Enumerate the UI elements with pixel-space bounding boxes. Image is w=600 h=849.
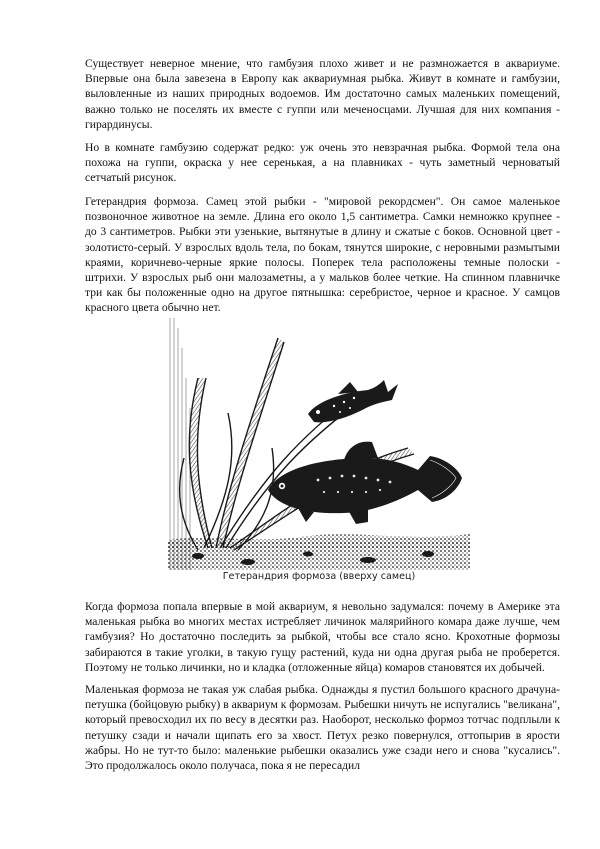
paragraph-gambusia-intro: Существует неверное мнение, что гамбузия плохо живет и не размножается в аквариуме. Впервые она была завезена в Европу как аквариумная рыбка. Живут в комнате и гамбузии, выловленные из наших природных водоемов. Им достаточно самых маленьких помещений, важно только не поселять их вместе с гуппи или меченосцами. Лучшая для них компания - гирардинусы. — [85, 57, 560, 131]
paragraph-gambusia-appearance: Но в комнате гамбузию содержат редко: уж очень это невзрачная рыбка. Формой тела она похожа на гуппи, окраска у нее сеpенькая, а на плавниках - чуть заметный черноватый сетчатый рисунок. — [85, 141, 560, 185]
male-fish — [308, 380, 398, 422]
figure-caption: Гетерандрия формоза (вверху самец) — [222, 571, 416, 582]
paragraph-heterandria-description: Гетерандрия формоза. Самец этой рыбки - "мировой рекордсмен". Он самое маленькое позвоночное животное на земле. Длина его около 1,5 сантиметра. Самки немножко крупнее - до 3 сантиметров. Рыбки эти узенькие, вытянутые в длину и сжатые с боков. Основной цвет - золотисто-серый. У взрослых вдоль тела, по бокам, тянутся широкие, с неровными размытыми краями, коричнево-черные яркие полосы. Поперек тела расположены темные полоски - штрихи. У взрослых рыб они малозаметны, а у мальков более четкие. На спинном плавничке три как бы положенные одно на другое пятнышка: серебристое, черное и красное. У самцов красного цвета обычно нет. — [85, 195, 560, 315]
paragraph-formosa-in-aquarium: Когда формоза попала впервые в мой аквариум, я невольно задумался: почему в Америке эта маленькая рыбка во многих местах истребляет личинок малярийного комара даже лучше, чем гамбузия? Но достаточно последить за рыбкой, чтобы все стало ясно. Крохотные формозы забираются в такие уголки, в такую гущу растений, куда ни одна другая рыба не проберется. Поэтому не только личинки, но и кладка (отложенные яйца) комаров становятся их добычей. — [85, 600, 560, 674]
paragraph-formosa-vs-betta: Маленькая формоза не такая уж слабая рыбка. Однажды я пустил большого красного драчуна-петушка (бойцовую рыбку) в аквариум к формозам. Рыбешки ничуть не испугались "великана", который превосходил их по весу в десятки раз. Наоборот, несколько формоз тотчас подплыли к петушку сзади и начали щипать его за хвост. Петух резко повернулся, оттопырив в ярости жабры. Но не тут-то было: маленькие рыбешки оказались уже сзади него и снова "кусались". Это продолжалось около получаса, пока я не пересадил — [85, 683, 561, 773]
fish-illustration — [168, 318, 470, 570]
